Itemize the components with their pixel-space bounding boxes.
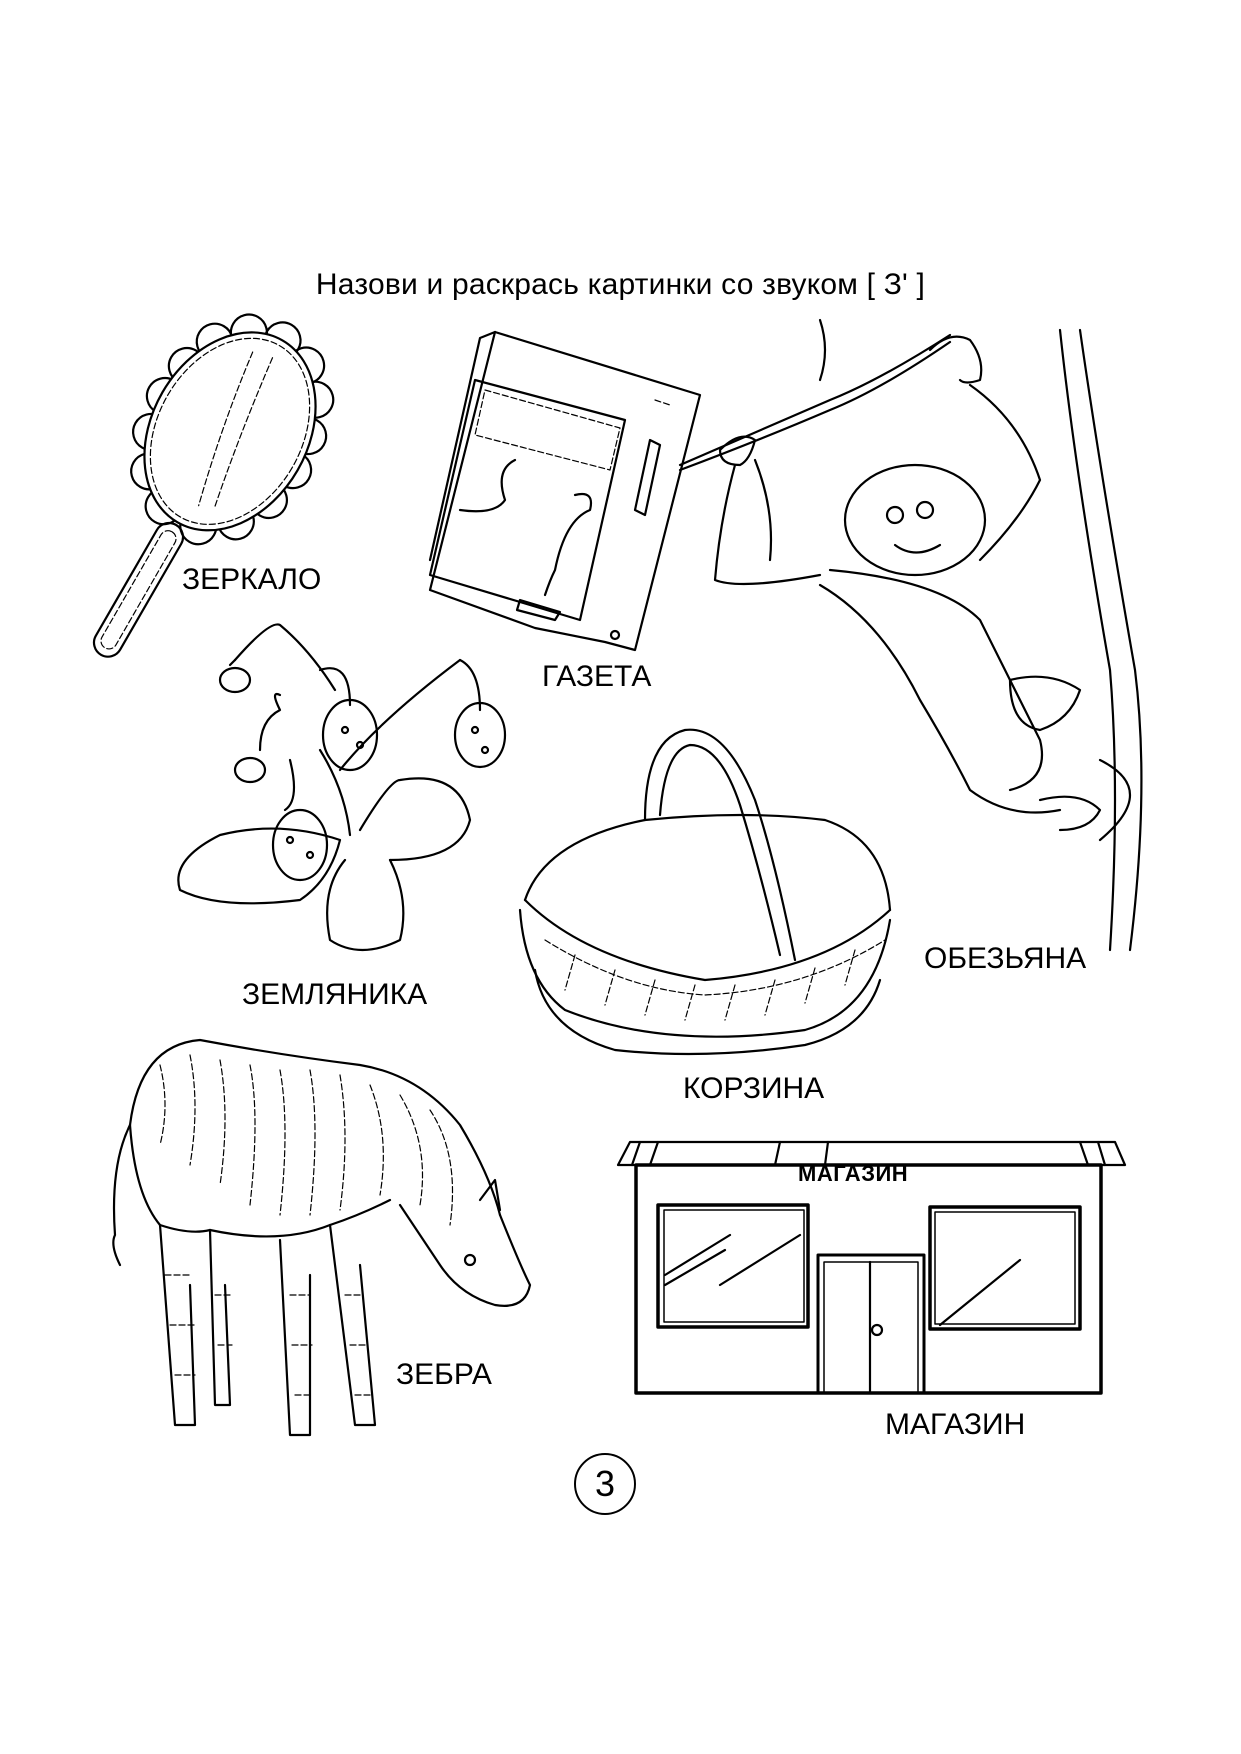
page-title: Назови и раскрась картинки со звуком [ З' ] [315, 268, 926, 301]
shop-sign: МАГАЗИН [798, 1161, 909, 1186]
label-newspaper: ГАЗЕТА [542, 660, 652, 693]
label-mirror: ЗЕРКАЛО [182, 563, 322, 596]
label-strawberry: ЗЕМЛЯНИКА [242, 978, 428, 1011]
strawberry-icon [160, 620, 520, 960]
label-basket: КОРЗИНА [683, 1072, 825, 1105]
label-monkey: ОБЕЗЬЯНА [924, 942, 1087, 975]
label-shop: МАГАЗИН [885, 1408, 1026, 1441]
label-zebra: ЗЕБРА [396, 1358, 492, 1391]
basket-icon [505, 710, 895, 1070]
page-number: 3 [574, 1453, 636, 1515]
